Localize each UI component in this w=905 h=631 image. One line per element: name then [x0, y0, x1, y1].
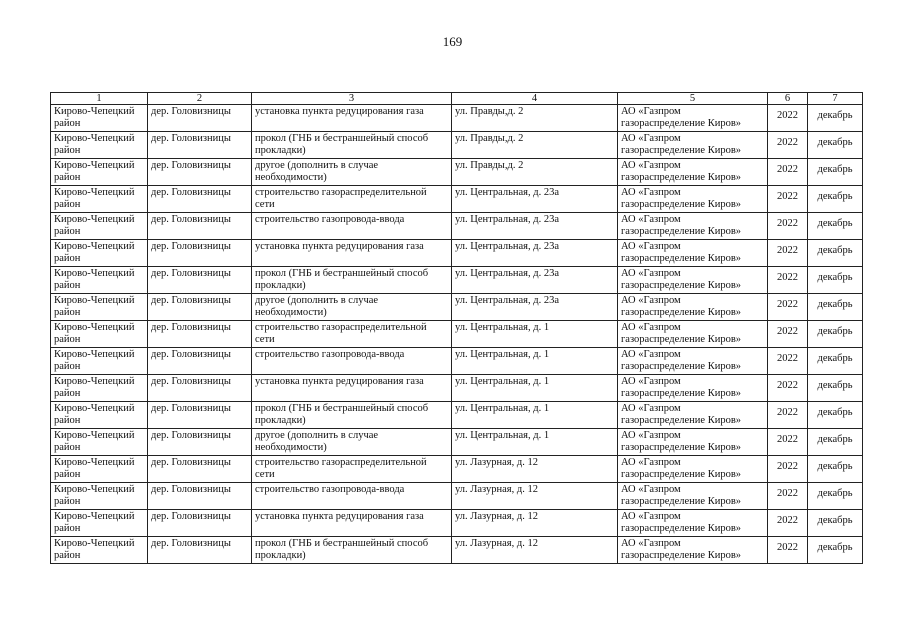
table-row	[51, 240, 863, 267]
month-cell: декабрь	[808, 186, 863, 213]
month-cell: декабрь	[808, 294, 863, 321]
header-row	[51, 93, 863, 105]
year-cell: 2022	[768, 402, 808, 429]
work-type-cell: прокол (ГНБ и бестраншейный способ прокладки)	[252, 132, 452, 159]
work-type-cell: другое (дополнить в случае необходимости)	[252, 159, 452, 186]
year-cell: 2022	[768, 456, 808, 483]
table-row	[51, 375, 863, 402]
settlement-cell: дер. Головизницы	[148, 132, 252, 159]
district-cell: Кирово-Чепецкий район	[51, 537, 148, 564]
organization-cell: АО «Газпром газораспределение Киров»	[618, 483, 768, 510]
work-type-cell: строительство газораспределительной сети	[252, 456, 452, 483]
table-row	[51, 537, 863, 564]
column-header-2: 2	[148, 93, 252, 105]
organization-cell: АО «Газпром газораспределение Киров»	[618, 240, 768, 267]
address-cell: ул. Лазурная, д. 12	[452, 537, 618, 564]
year-cell: 2022	[768, 159, 808, 186]
organization-cell: АО «Газпром газораспределение Киров»	[618, 348, 768, 375]
column-header-1: 1	[51, 93, 148, 105]
month-cell: декабрь	[808, 321, 863, 348]
year-cell: 2022	[768, 213, 808, 240]
work-type-cell: другое (дополнить в случае необходимости)	[252, 294, 452, 321]
district-cell: Кирово-Чепецкий район	[51, 429, 148, 456]
settlement-cell: дер. Головизницы	[148, 105, 252, 132]
year-cell: 2022	[768, 267, 808, 294]
address-cell: ул. Центральная, д. 23а	[452, 240, 618, 267]
year-cell: 2022	[768, 375, 808, 402]
month-cell: декабрь	[808, 132, 863, 159]
district-cell: Кирово-Чепецкий район	[51, 510, 148, 537]
address-cell: ул. Центральная, д. 23а	[452, 294, 618, 321]
district-cell: Кирово-Чепецкий район	[51, 213, 148, 240]
settlement-cell: дер. Головизницы	[148, 537, 252, 564]
district-cell: Кирово-Чепецкий район	[51, 186, 148, 213]
table-row	[51, 267, 863, 294]
organization-cell: АО «Газпром газораспределение Киров»	[618, 132, 768, 159]
district-cell: Кирово-Чепецкий район	[51, 402, 148, 429]
month-cell: декабрь	[808, 483, 863, 510]
month-cell: декабрь	[808, 159, 863, 186]
year-cell: 2022	[768, 240, 808, 267]
settlement-cell: дер. Головизницы	[148, 402, 252, 429]
work-type-cell: прокол (ГНБ и бестраншейный способ прокладки)	[252, 267, 452, 294]
address-cell: ул. Центральная, д. 23а	[452, 186, 618, 213]
organization-cell: АО «Газпром газораспределение Киров»	[618, 429, 768, 456]
organization-cell: АО «Газпром газораспределение Киров»	[618, 294, 768, 321]
column-header-3: 3	[252, 93, 452, 105]
address-cell: ул. Центральная, д. 1	[452, 321, 618, 348]
address-cell: ул. Правды,д. 2	[452, 132, 618, 159]
settlement-cell: дер. Головизницы	[148, 159, 252, 186]
table-row	[51, 132, 863, 159]
organization-cell: АО «Газпром газораспределение Киров»	[618, 375, 768, 402]
settlement-cell: дер. Головизницы	[148, 375, 252, 402]
month-cell: декабрь	[808, 429, 863, 456]
settlement-cell: дер. Головизницы	[148, 456, 252, 483]
work-type-cell: строительство газопровода-ввода	[252, 483, 452, 510]
work-type-cell: строительство газораспределительной сети	[252, 321, 452, 348]
table-row	[51, 483, 863, 510]
district-cell: Кирово-Чепецкий район	[51, 105, 148, 132]
district-cell: Кирово-Чепецкий район	[51, 483, 148, 510]
work-type-cell: установка пункта редуцирования газа	[252, 510, 452, 537]
table-container	[50, 92, 863, 564]
district-cell: Кирово-Чепецкий район	[51, 132, 148, 159]
column-header-5: 5	[618, 93, 768, 105]
organization-cell: АО «Газпром газораспределение Киров»	[618, 510, 768, 537]
month-cell: декабрь	[808, 105, 863, 132]
address-cell: ул. Правды,д. 2	[452, 105, 618, 132]
organization-cell: АО «Газпром газораспределение Киров»	[618, 537, 768, 564]
table-row	[51, 186, 863, 213]
work-type-cell: установка пункта редуцирования газа	[252, 375, 452, 402]
table-row	[51, 402, 863, 429]
district-cell: Кирово-Чепецкий район	[51, 159, 148, 186]
year-cell: 2022	[768, 294, 808, 321]
work-type-cell: строительство газораспределительной сети	[252, 186, 452, 213]
address-cell: ул. Лазурная, д. 12	[452, 510, 618, 537]
organization-cell: АО «Газпром газораспределение Киров»	[618, 456, 768, 483]
settlement-cell: дер. Головизницы	[148, 213, 252, 240]
address-cell: ул. Лазурная, д. 12	[452, 483, 618, 510]
month-cell: декабрь	[808, 348, 863, 375]
organization-cell: АО «Газпром газораспределение Киров»	[618, 213, 768, 240]
table-row	[51, 510, 863, 537]
work-type-cell: строительство газопровода-ввода	[252, 348, 452, 375]
address-cell: ул. Центральная, д. 1	[452, 375, 618, 402]
month-cell: декабрь	[808, 510, 863, 537]
work-type-cell: прокол (ГНБ и бестраншейный способ прокладки)	[252, 402, 452, 429]
settlement-cell: дер. Головизницы	[148, 348, 252, 375]
settlement-cell: дер. Головизницы	[148, 321, 252, 348]
year-cell: 2022	[768, 537, 808, 564]
work-type-cell: строительство газопровода-ввода	[252, 213, 452, 240]
organization-cell: АО «Газпром газораспределение Киров»	[618, 267, 768, 294]
month-cell: декабрь	[808, 213, 863, 240]
settlement-cell: дер. Головизницы	[148, 510, 252, 537]
district-cell: Кирово-Чепецкий район	[51, 240, 148, 267]
column-header-7: 7	[808, 93, 863, 105]
settlement-cell: дер. Головизницы	[148, 186, 252, 213]
district-cell: Кирово-Чепецкий район	[51, 375, 148, 402]
table-row	[51, 456, 863, 483]
table-body	[51, 105, 863, 564]
month-cell: декабрь	[808, 537, 863, 564]
settlement-cell: дер. Головизницы	[148, 429, 252, 456]
settlement-cell: дер. Головизницы	[148, 483, 252, 510]
page-number: 169	[442, 34, 463, 49]
year-cell: 2022	[768, 429, 808, 456]
district-cell: Кирово-Чепецкий район	[51, 294, 148, 321]
address-cell: ул. Правды,д. 2	[452, 159, 618, 186]
table-row	[51, 159, 863, 186]
address-cell: ул. Центральная, д. 1	[452, 402, 618, 429]
table-row	[51, 294, 863, 321]
address-cell: ул. Центральная, д. 1	[452, 348, 618, 375]
table-row	[51, 321, 863, 348]
month-cell: декабрь	[808, 240, 863, 267]
work-type-cell: другое (дополнить в случае необходимости)	[252, 429, 452, 456]
settlement-cell: дер. Головизницы	[148, 240, 252, 267]
month-cell: декабрь	[808, 456, 863, 483]
address-cell: ул. Центральная, д. 1	[452, 429, 618, 456]
organization-cell: АО «Газпром газораспределение Киров»	[618, 402, 768, 429]
table-row	[51, 348, 863, 375]
organization-cell: АО «Газпром газораспределение Киров»	[618, 186, 768, 213]
year-cell: 2022	[768, 483, 808, 510]
month-cell: декабрь	[808, 267, 863, 294]
table-row	[51, 105, 863, 132]
organization-cell: АО «Газпром газораспределение Киров»	[618, 321, 768, 348]
year-cell: 2022	[768, 186, 808, 213]
organization-cell: АО «Газпром газораспределение Киров»	[618, 105, 768, 132]
month-cell: декабрь	[808, 402, 863, 429]
work-type-cell: установка пункта редуцирования газа	[252, 240, 452, 267]
data-table	[50, 92, 863, 564]
work-type-cell: прокол (ГНБ и бестраншейный способ прокладки)	[252, 537, 452, 564]
month-cell: декабрь	[808, 375, 863, 402]
district-cell: Кирово-Чепецкий район	[51, 321, 148, 348]
table-row	[51, 213, 863, 240]
address-cell: ул. Лазурная, д. 12	[452, 456, 618, 483]
district-cell: Кирово-Чепецкий район	[51, 267, 148, 294]
work-type-cell: установка пункта редуцирования газа	[252, 105, 452, 132]
column-header-4: 4	[452, 93, 618, 105]
year-cell: 2022	[768, 348, 808, 375]
year-cell: 2022	[768, 132, 808, 159]
address-cell: ул. Центральная, д. 23а	[452, 267, 618, 294]
organization-cell: АО «Газпром газораспределение Киров»	[618, 159, 768, 186]
year-cell: 2022	[768, 105, 808, 132]
year-cell: 2022	[768, 510, 808, 537]
table-row	[51, 429, 863, 456]
district-cell: Кирово-Чепецкий район	[51, 456, 148, 483]
settlement-cell: дер. Головизницы	[148, 267, 252, 294]
settlement-cell: дер. Головизницы	[148, 294, 252, 321]
year-cell: 2022	[768, 321, 808, 348]
district-cell: Кирово-Чепецкий район	[51, 348, 148, 375]
address-cell: ул. Центральная, д. 23а	[452, 213, 618, 240]
column-header-6: 6	[768, 93, 808, 105]
